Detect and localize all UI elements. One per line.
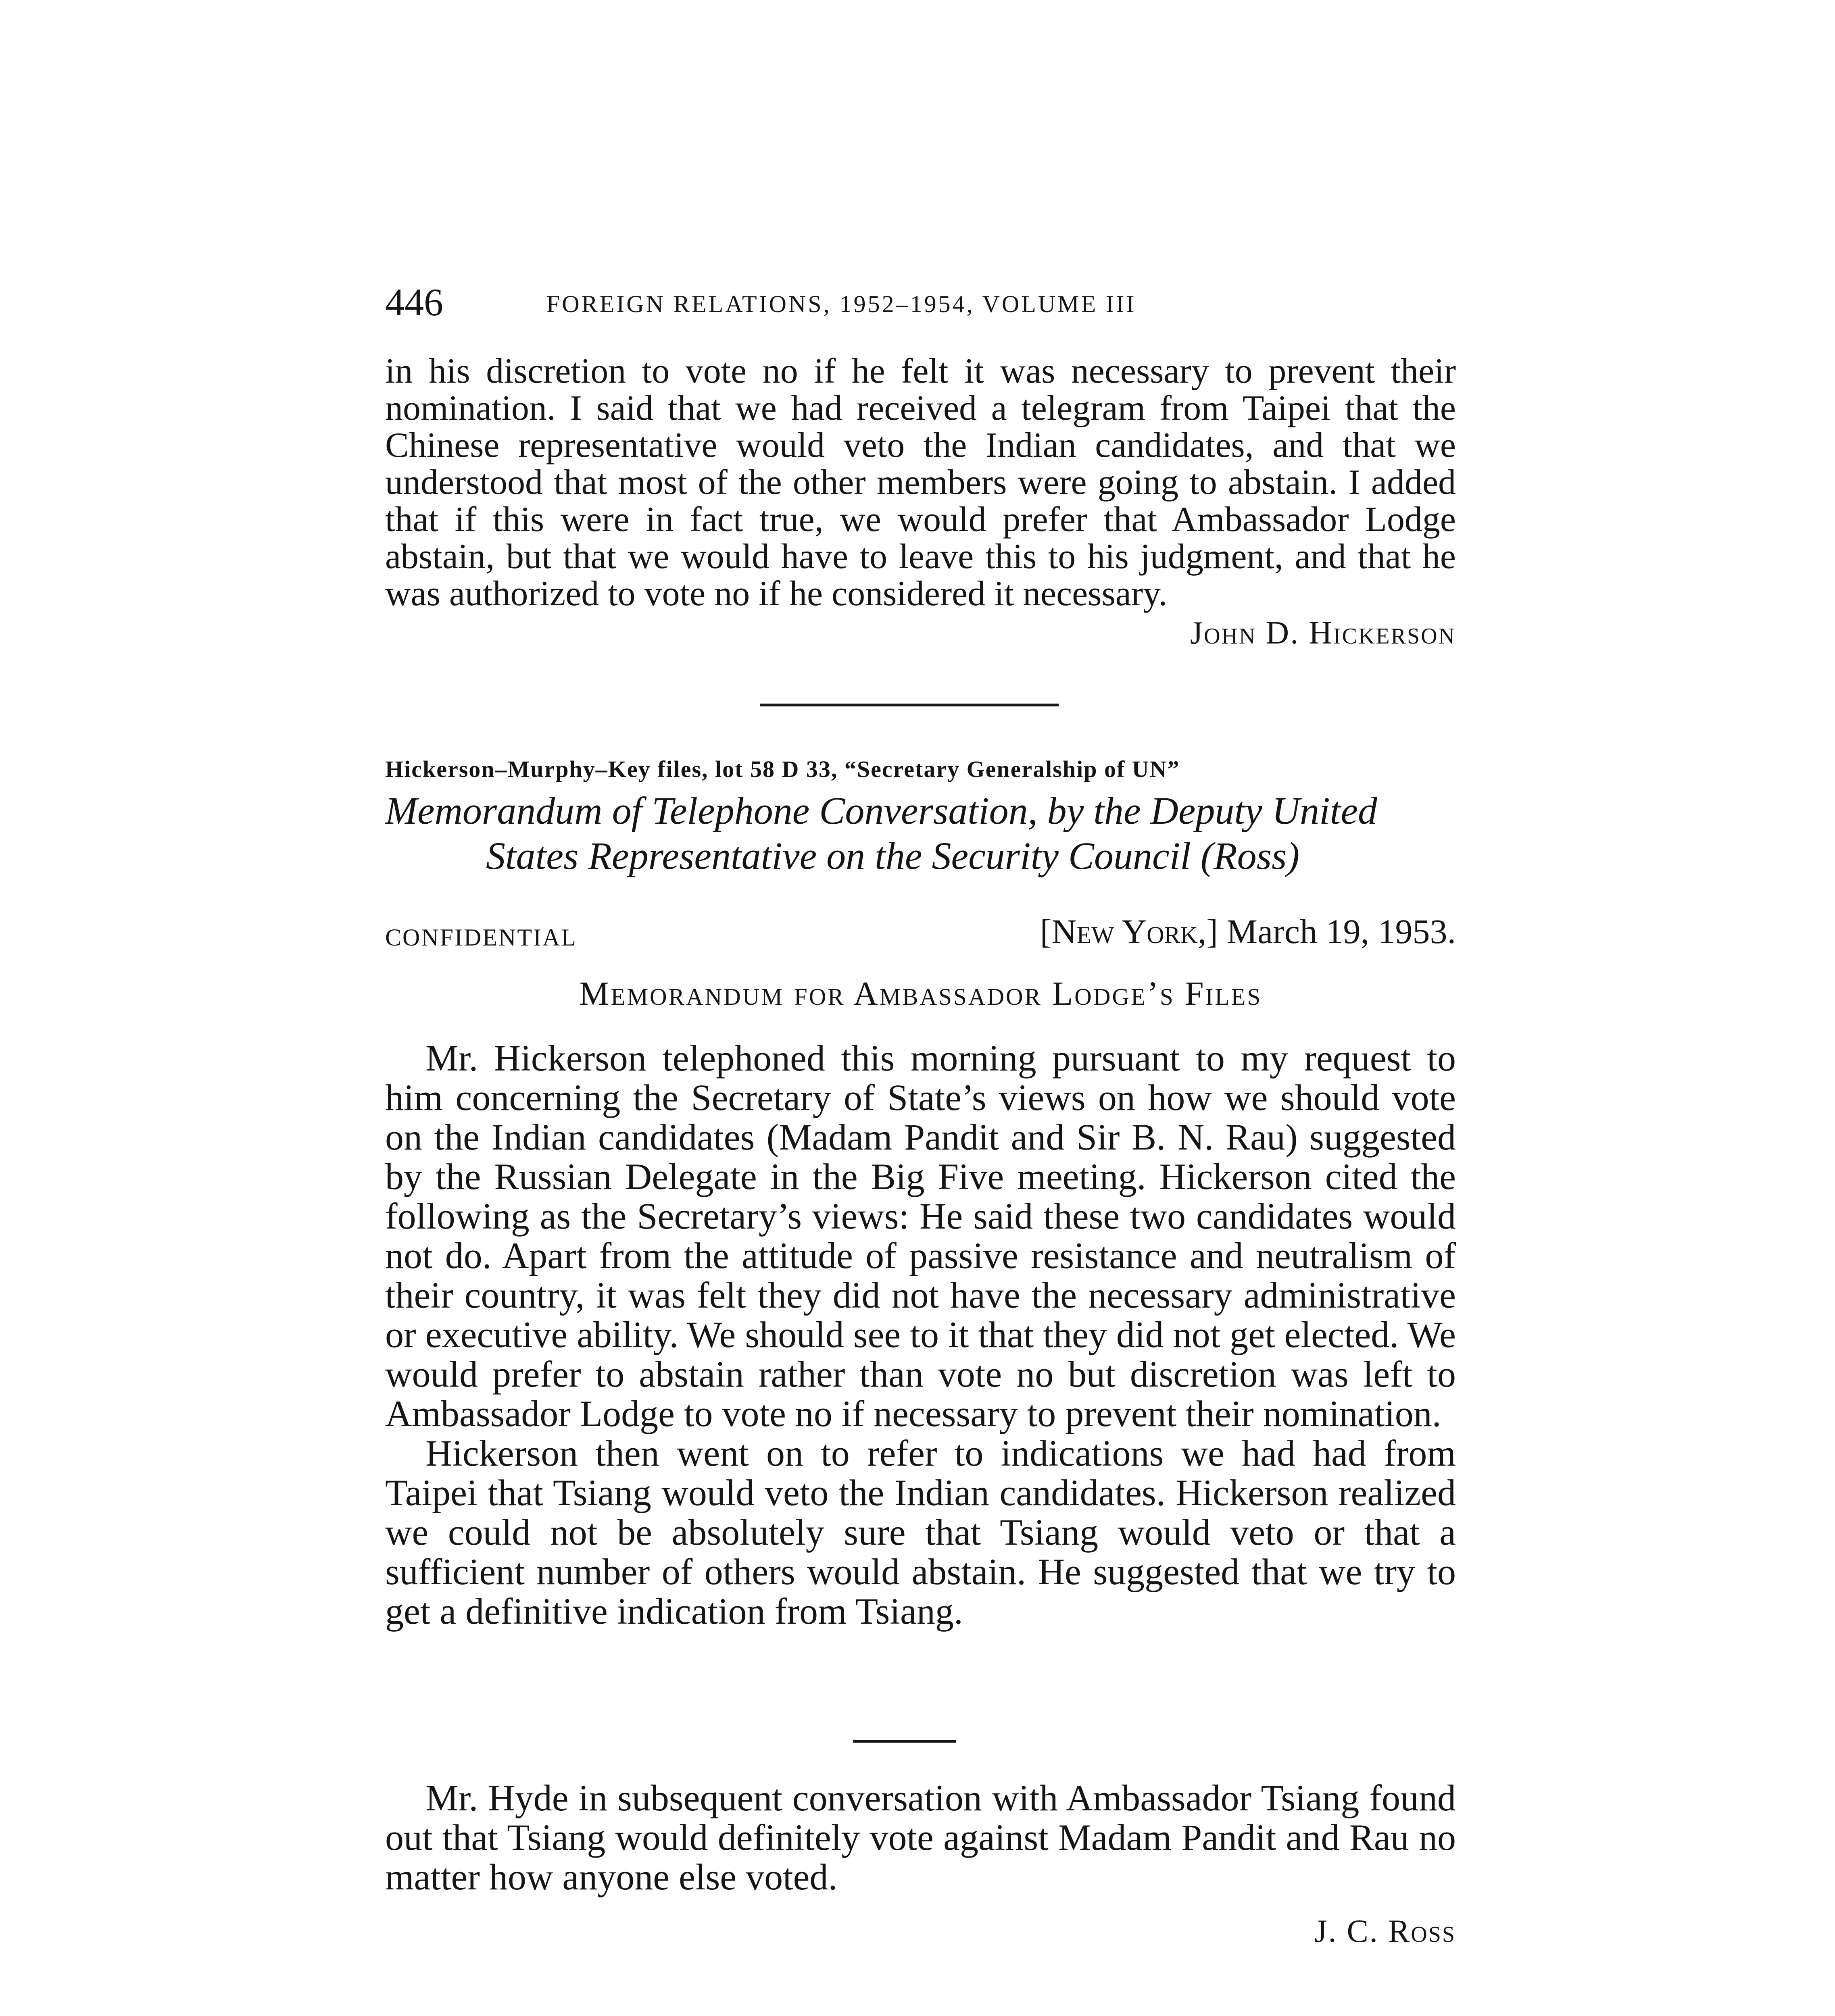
dateline-date: March 19, 1953.: [1226, 912, 1456, 951]
continuation-block: [385, 353, 1456, 612]
memo-paragraph-2: Hickerson then went on to refer to indications we had had from Taipei that Tsiang would veto the Indian candidates. Hickerson realized we could not be absolutely sure that Tsiang would veto or that a sufficient number of others would abstain. He suggested that we try to get a definitive indication from Tsiang.: [385, 1433, 1456, 1632]
page-number: 446: [385, 281, 443, 324]
dateline: [New York,] March 19, 1953.: [1040, 912, 1456, 951]
signature-hickerson: John D. Hickerson: [1190, 615, 1456, 651]
document-title: [385, 788, 1456, 879]
source-note: Hickerson–Murphy–Key files, lot 58 D 33, “Secretary Generalship of UN”: [385, 756, 1180, 782]
document-title-line-1: Memorandum of Telephone Conversation, by the Deputy United: [385, 789, 1378, 832]
dateline-place: New York,: [1051, 912, 1207, 951]
memo-body: [385, 1038, 1456, 1631]
postscript-divider: [853, 1740, 956, 1743]
classification-label: CONFIDENTIAL: [385, 924, 577, 951]
signature-ross: J. C. Ross: [1314, 1914, 1456, 1949]
memo-heading: Memorandum for Ambassador Lodge’s Files: [579, 975, 1262, 1012]
postscript-block: [385, 1778, 1456, 1897]
running-head: [385, 278, 1474, 327]
memo-paragraph-1: Mr. Hickerson telephoned this morning pursuant to my request to him concerning the Secretary of State’s views on how we should vote on the Indian candidates (Madam Pandit and Sir B. N. Rau) suggested by the Russian Delegate in the Big Five meeting. Hickerson cited the following as the Secretary’s views: He said these two candidates would not do. Apart from the attitude of passive resistance and neutralism of their country, it was felt they did not have the necessary administrative or executive ability. We should see to it that they did not get elected. We would prefer to abstain rather than vote no but discretion was left to Ambassador Lodge to vote no if necessary to prevent their nomination.: [385, 1037, 1456, 1434]
running-title: FOREIGN RELATIONS, 1952–1954, VOLUME III: [546, 291, 1136, 317]
section-divider: [760, 704, 1059, 706]
continuation-paragraph: in his discretion to vote no if he felt it was necessary to prevent their nomination. I said that we had received a telegram from Taipei that the Chinese representative would veto the Indian candidates, and that we understood that most of the other members were going to abstain. I added that if this were in fact true, we would prefer that Ambassador Lodge abstain, but that we would have to leave this to his judgment, and that he was authorized to vote no if he considered it necessary.: [385, 352, 1456, 613]
postscript-paragraph: Mr. Hyde in subsequent conversation with Ambassador Tsiang found out that Tsiang would definitely vote against Madam Pandit and Rau no matter how anyone else voted.: [385, 1777, 1456, 1897]
document-title-line-2: States Representative on the Security Council (Ross): [486, 834, 1300, 877]
